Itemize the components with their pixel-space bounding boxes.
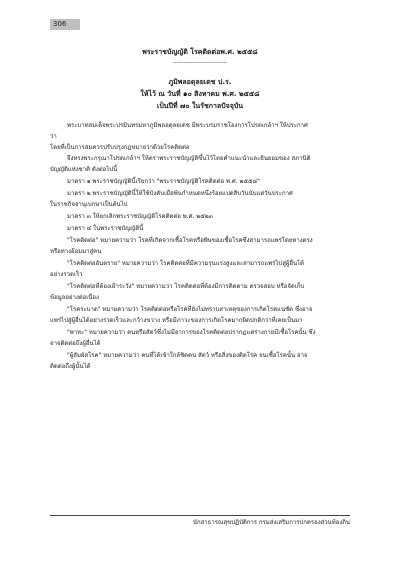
king-name: ภูมิพลอดุลยเดช ป.ร.: [168, 78, 232, 86]
body-line: ในราชกิจจานุเบกษาเป็นต้นไป: [50, 201, 128, 208]
body-line: อย่างรวดเร็ว: [50, 271, 83, 278]
body-line: ข้อมูลอย่างต่อเนื่อง: [50, 294, 99, 301]
body-line: ติดต่อถึงผู้นั้นได้: [50, 363, 91, 370]
body-line: อาจติดต่อถึงผู้อื่นได้: [50, 340, 101, 347]
body-line: "โรคติดต่อที่ต้องเฝ้าระวัง" หมายความว่า โรคติดต่อที่ต้องมีการติดตาม ตรวจสอบ หรือจัดเก็บ: [67, 283, 305, 290]
body-line: มาตรา ๓ ให้ยกเลิกพระราชบัญญัติโรคติดต่อ พ.ศ. ๒๕๒๓: [67, 213, 213, 220]
title-separator: ------------------------------: [172, 60, 228, 66]
body-line: "ผู้สัมผัสโรค" หมายความว่า คนที่ได้เข้าใกล้ชิดคน สัตว์ หรือสิ่งของติดโรค จนเชื้อโรคนั้น อาจ: [67, 352, 308, 359]
body-line: "พาหะ" หมายความว่า คนหรือสัตว์ซึ่งไม่มีอาการของโรคติดต่อปรากฏแต่ร่างกายมีเชื้อโรคนั้น ซึ่ง: [67, 329, 316, 336]
given-date: ให้ไว้ ณ วันที่ ๑๐ สิงหาคม พ.ศ. ๒๕๕๘: [140, 90, 260, 98]
body-line: แพร่ไปสู่ผู้อื่นได้อย่างรวดเร็วและกว้างขวาง หรือมีภาวะของการเกิดโรคมากผิดปกติกว่าที่เคยเป็นมา: [50, 317, 303, 324]
body-line: มาตรา ๑ พระราชบัญญัตินี้เรียกว่า "พระราชบัญญัติโรคติดต่อ พ.ศ. ๒๕๕๘": [67, 178, 260, 185]
body-line: "โรคติดต่อ" หมายความว่า โรคที่เกิดจากเชื้อโรคหรือพิษของเชื้อโรคซึ่งสามารถแพร่โดยทางตรง: [67, 237, 313, 244]
reign-year: เป็นปีที่ ๗๐ ในรัชกาลปัจจุบัน: [156, 102, 244, 110]
body-line: ว่า: [50, 133, 57, 140]
body-line: หรือทางอ้อมมาสู่คน: [50, 248, 102, 255]
body-line: มาตรา ๒ พระราชบัญญัตินี้ให้ใช้บังคับเมื่อพ้นกำหนดหนึ่งร้อยแปดสิบวันนับแต่วันประกาศ: [67, 190, 293, 197]
body-line: โดยที่เป็นการสมควรปรับปรุงกฎหมายว่าด้วยโรคติดต่อ: [50, 144, 190, 151]
act-title: พระราชบัญญัติ โรคติดต่อพ.ศ. ๒๕๕๘: [142, 48, 258, 56]
body-line: บัญญัติแห่งชาติ ดังต่อไปนี้: [50, 166, 118, 173]
page-number: 306: [50, 19, 80, 30]
body-line: "โรคระบาด" หมายความว่า โรคติดต่อหรือโรคที่ยังไม่ทราบสาเหตุของการเกิดโรคแน่ชัด ซึ่งอาจ: [67, 306, 313, 313]
body-line: จึงทรงพระกรุณาโปรดเกล้าฯ ให้ตราพระราชบัญญัติขึ้นไว้โดยคำแนะนำและยินยอมของ สภานิติ: [67, 155, 311, 162]
body-line: "โรคติดต่ออันตราย" หมายความว่า โรคติดต่อที่มีความรุนแรงสูงและสามารถแพร่ไปสู่ผู้อื่นได้: [67, 260, 304, 267]
body-line: พระบาทสมเด็จพระปรมินทรมหาภูมิพลอดุลยเดช มีพระบรมราชโองการโปรดเกล้าฯ ให้ประกาศ: [67, 122, 308, 129]
footer-text: นักสาธารณสุขปฏิบัติการ กรมส่งเสริมการปกครองส่วนท้องถิ่น: [192, 519, 350, 526]
body-line: มาตรา ๔ ในพระราชบัญญัตินี้: [67, 225, 144, 232]
footer-divider: [50, 515, 350, 516]
